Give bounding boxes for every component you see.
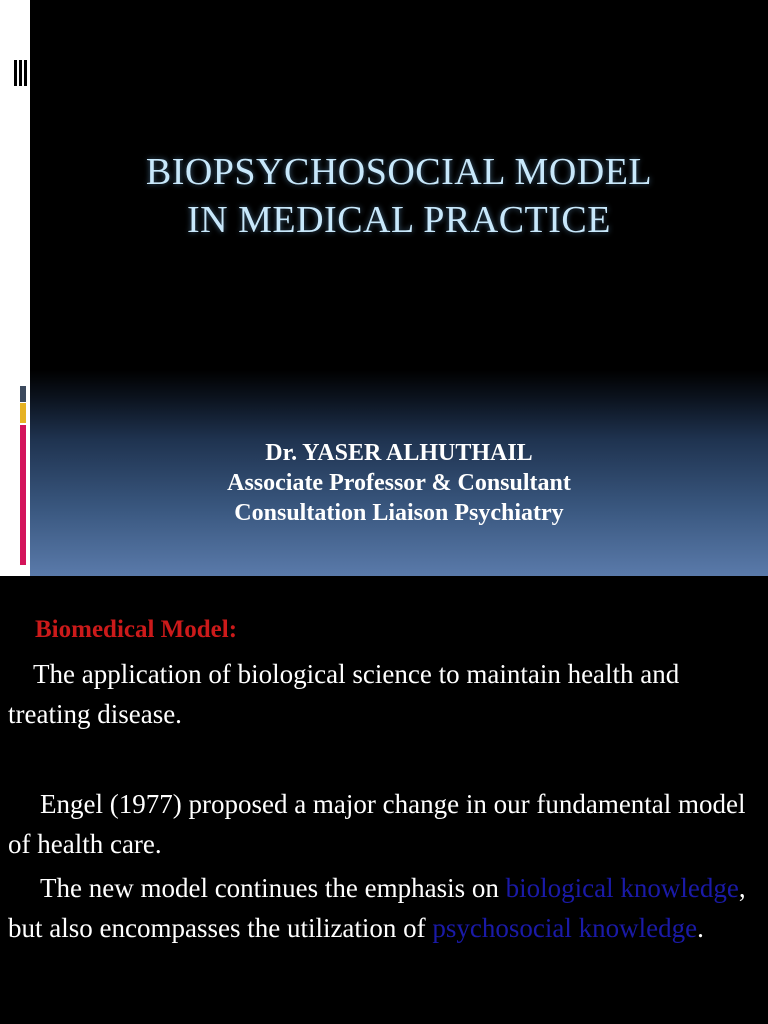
section-heading: Biomedical Model:	[35, 616, 238, 643]
para3-text-b: , but also encompasses the utilization of	[8, 873, 746, 943]
slide-title-line2: IN MEDICAL PRACTICE	[187, 199, 611, 241]
strip-accent-pink	[20, 425, 26, 565]
slide-title	[30, 148, 768, 244]
para3-text-c: .	[697, 913, 704, 943]
strip-bars-icon	[14, 60, 28, 86]
left-decorative-strip	[0, 0, 30, 576]
paragraph-engel: Engel (1977) proposed a major change in our fundamental model of health care.	[8, 789, 746, 859]
paragraph-definition: The application of biological science to maintain health and treating disease.	[8, 659, 680, 729]
strip-accent-gray	[20, 386, 26, 402]
strip-accent-gold	[20, 403, 26, 423]
presenter-name: Dr. YASER ALHUTHAIL	[265, 440, 533, 466]
presenter-department: Consultation Liaison Psychiatry	[234, 500, 564, 526]
presenter-block	[30, 438, 768, 528]
slide-title-line1: BIOPSYCHOSOCIAL MODEL	[145, 151, 653, 193]
content-slide	[0, 576, 768, 1024]
para3-text-a: The new model continues the emphasis on	[40, 873, 506, 903]
paragraph-new-model	[8, 868, 758, 948]
highlight-psychosocial-knowledge: psychosocial knowledge	[432, 913, 698, 943]
presenter-role: Associate Professor & Consultant	[227, 470, 571, 496]
highlight-biological-knowledge: biological knowledge	[505, 873, 739, 903]
